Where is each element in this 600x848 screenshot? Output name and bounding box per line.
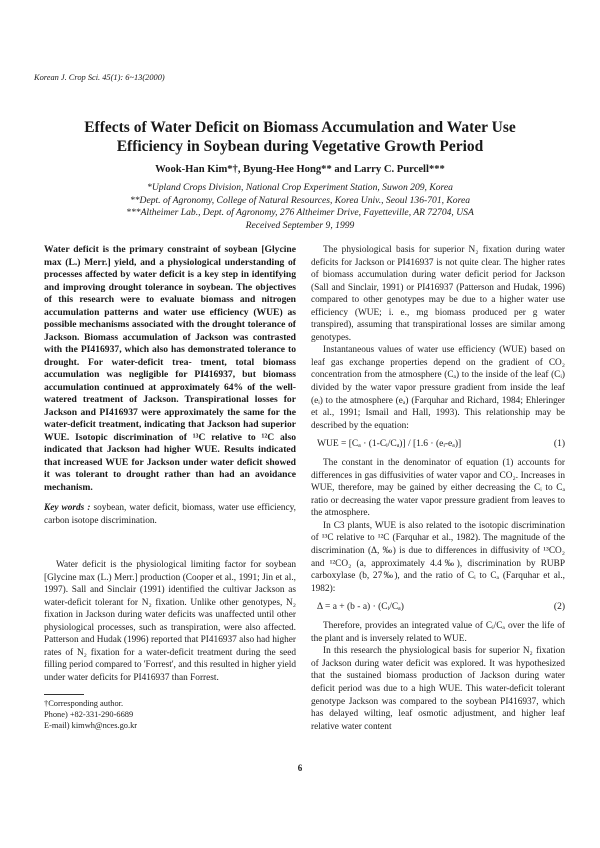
paper-title bbox=[40, 118, 560, 156]
body-paragraph-3: The constant in the denominator of equation (1) accounts for differences in gas diffusivities of water vapor and CO₂. Increases in WUE, therefore, may be gained by either decreasing the Cᵢ to Cₐ ratio or decreasing the water vapor pressure gradient from leaves to the atmosphere. bbox=[311, 458, 565, 519]
title-line-1: Effects of Water Deficit on Biomass Accumulation and Water Use bbox=[84, 119, 516, 136]
affiliation-3: ***Altheimer Lab., Dept. of Agronomy, 276 Altheimer Drive, Fayetteville, AR 72704, USA bbox=[126, 207, 474, 219]
received-date: Received September 9, 1999 bbox=[245, 219, 355, 231]
affiliation-2: **Dept. of Agronomy, College of Natural Resources, Korea Univ., Seoul 136-701, Korea bbox=[129, 194, 471, 206]
equation-1-expression: WUE = [Cₐ · (1-Cᵢ/Cₐ)] / [1.6 · (eᵢ-eₐ)] bbox=[317, 439, 462, 450]
footnote bbox=[44, 698, 137, 731]
equation-2-number: (2) bbox=[553, 602, 565, 613]
footnote-divider bbox=[44, 694, 84, 695]
abstract: Water deficit is the primary constraint of soybean [Glycine max (L.) Merr.] yield, and a physiological understanding of processes affected by water deficit is a key step in identifying and improving drought tolerance in soybean. The objectives of this research were to evaluate biomass and nitrogen accumulation patterns and water use efficiency (WUE) as possible mechanisms associated with the drought tolerance of Jackson. Biomass accumulation of Jackson was contrasted with the PI416937, which also has demonstrated tolerance to drought. For water-deficit trea- tment, total biomass accumulation was negligible for PI416937, but biomass accumulation continued at approximately 64% of the well-watered treatment of Jackson. Transpirational losses for Jackson and PI416937 were approximately the same for the water-deficit treatment, indicating that Jackson had superior WUE. Isotopic discrimination of ¹³C relative to ¹²C also indicated that Jackson had higher WUE. Results indicated that increased WUE for Jackson under water deficit showed it was tolerant to drought rather than had an avoidance mechanism. bbox=[44, 244, 296, 493]
footnote-phone: Phone) +82-331-290-6689 bbox=[44, 710, 134, 719]
keywords-paragraph bbox=[44, 502, 296, 527]
body-paragraph-2: Instantaneous values of water use efficiency (WUE) based on leaf gas exchange properties depend on the gradient of CO₂ concentration from the atmosphere (Cₐ) to the inside of the leaf (Cᵢ) divided by the water vapor pressure gradient from inside the leaf (eᵢ) to the atmosphere (eₐ) (Farquhar and Richard, 1984; Ehleringer et al., 1991; Ismail and Hall, 1993). This relationship may be described by the equation: bbox=[311, 345, 565, 431]
footnote-email: E-mail) kimwh@nces.go.kr bbox=[44, 721, 138, 730]
keywords-label: Key words : bbox=[44, 503, 91, 513]
author-list: Wook-Han Kim*†, Byung-Hee Hong** and Larry C. Purcell*** bbox=[155, 164, 445, 175]
body-paragraph-4: In C3 plants, WUE is also related to the isotopic discrimination of ¹³C relative to ¹²C (Farquhar et al., 1982). The magnitude of the discrimination (Δ, ‰) is due to differences in diffusivity of ¹³CO₂ and ¹²CO₂ (a, approximately 4.4‰), discrimination by RUBP carboxylase (b, 27‰), and the ratio of Cᵢ to Cₐ (Farquhar et al., 1982): bbox=[311, 520, 565, 594]
equation-2 bbox=[317, 601, 565, 614]
equation-1-number: (1) bbox=[553, 439, 565, 450]
page-number: 6 bbox=[297, 763, 303, 773]
journal-citation: Korean J. Crop Sci. 45(1): 6~13(2000) bbox=[34, 73, 165, 82]
body-paragraph-5: Therefore, provides an integrated value of Cᵢ/Cₐ over the life of the plant and is inversely related to WUE. bbox=[311, 621, 565, 644]
left-column bbox=[44, 244, 296, 685]
body-paragraph-6: In this research the physiological basis for superior N₂ fixation of Jackson during water deficit was explored. It was hypothesized that the sustained biomass production of Jackson during water deficit period was due to a high WUE. This water-deficit tolerant genotype Jackson was compared to the soybean PI416937, which has delayed wilting, leaf osmotic adjustment, and higher leaf relative water content bbox=[311, 646, 565, 732]
right-column bbox=[311, 244, 565, 733]
keywords-text: soybean, water deficit, biomass, water use efficiency, carbon isotope discrimination. bbox=[44, 503, 297, 526]
body-paragraph-1: The physiological basis for superior N₂ fixation during water deficits for Jackson or PI416937 is not quite clear. The higher rates of biomass accumulation during water deficit period for Jackson (Sall and Sinclair, 1991) or PI416937 (Patterson and Hudak, 1996) compared to other genotypes may be due to a higher water use efficiency (WUE; i. e., mg biomass produced per g water transpired), assuming that transpirational losses are similar among genotypes. bbox=[311, 245, 565, 343]
title-line-2: Efficiency in Soybean during Vegetative Growth Period bbox=[116, 138, 484, 155]
equation-1 bbox=[317, 438, 565, 451]
intro-paragraph: Water deficit is the physiological limiting factor for soybean [Glycine max (L.) Merr.] production (Cooper et al., 1991; Jin et al., 1997). Sall and Sinclair (1991) identified the cultivar Jackson as water-deficit tolerant for N₂ fixation. Unlike other genotypes, N₂ fixation in Jackson during water deficits was unaffected until other physiological processes, such as transpiration, were also affected. Patterson and Hudak (1996) reported that PI416937 also had higher rates of N₂ fixation for a water-deficit treatment during the seed filling period compared to 'Forrest', and this resulted in higher yield under water deficits for PI416937 than Forrest. bbox=[44, 560, 296, 684]
equation-2-expression: Δ = a + (b - a) · (Cᵢ/Cₐ) bbox=[317, 602, 404, 613]
footnote-author: †Corresponding author. bbox=[44, 699, 124, 708]
affiliation-1: *Upland Crops Division, National Crop Experiment Station, Suwon 209, Korea bbox=[147, 182, 453, 193]
affiliations bbox=[40, 182, 560, 232]
